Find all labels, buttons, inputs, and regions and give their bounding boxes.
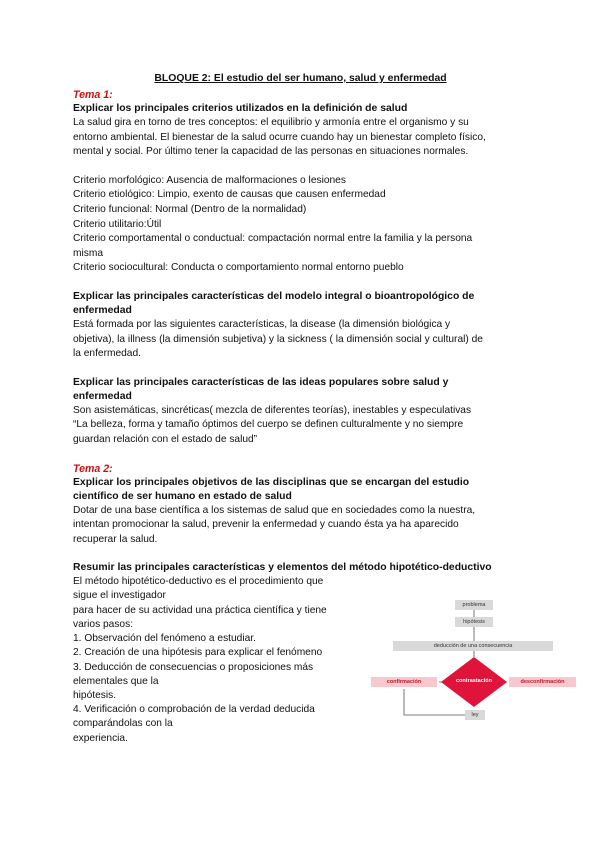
answer-line: experiencia. <box>73 732 128 744</box>
answer-line: elementales que la <box>73 675 159 687</box>
hypothetico-deductive-diagram <box>371 595 576 730</box>
answer-line: Dotar de una base científica a los sistemas de salud que en sociedades como la nuestra, <box>73 504 476 516</box>
answer-line: intentan promocionar la salud, prevenir la enfermedad y cuando ésta ya ha aparecido <box>73 519 459 531</box>
answer-line: 4. Verificación o comprobación de la verdad deducida <box>73 704 315 716</box>
answer-line: varios pasos: <box>73 618 134 630</box>
answer-line: para hacer de su actividad una práctica científica y tiene <box>73 604 327 616</box>
answer-line: hipótesis. <box>73 689 117 701</box>
confirmacion-box: confirmación <box>371 677 437 687</box>
answer-line: mental y social. Por último tener la capacidad de las personas en situaciones normales. <box>73 146 469 158</box>
criterion-item: Criterio funcional: Normal (Dentro de la normalidad) <box>73 203 307 215</box>
answer-line: Está formada por las siguientes características, la disease (la dimensión biológica y <box>73 318 451 330</box>
criterion-item: Criterio comportamental o conductual: compactación normal entre la familia y la persona <box>73 233 473 245</box>
tema1-q1-answer <box>73 116 528 160</box>
tema1-label: Tema 1: <box>73 89 113 101</box>
tema2-q1-question: científico de ser humano en estado de salud <box>73 490 292 502</box>
tema2-q1-question: Explicar los principales objetivos de las disciplinas que se encargan del estudio <box>73 476 470 488</box>
tema1-q2-question: Explicar las principales características del modelo integral o bioantropológico de <box>73 290 475 302</box>
answer-line: 1. Observación del fenómeno a estudiar. <box>73 633 256 645</box>
answer-line: recuperar la salud. <box>73 533 158 545</box>
tema1-q3-question: Explicar las principales características de las ideas populares sobre salud y <box>73 376 449 388</box>
answer-line: comparándolas con la <box>73 718 173 730</box>
method-section <box>73 575 565 745</box>
answer-line: El método hipotético-deductivo es el procedimiento que <box>73 576 324 588</box>
answer-line: objetiva), la illness (la dimensión subjetiva) y la sickness ( la dimensión social y cultural) de <box>73 333 483 345</box>
answer-line: Son asistemáticas, sincréticas( mezcla de diferentes teorías), inestables y especulativas <box>73 404 472 416</box>
criterion-item: misma <box>73 247 103 259</box>
ley-box: ley <box>465 710 485 720</box>
hipotesis-box: hipótesis <box>455 617 493 627</box>
criterion-item: Criterio etiológico: Limpio, exento de causas que causen enfermedad <box>73 189 386 201</box>
answer-line: 2. Creación de una hipótesis para explicar el fenómeno <box>73 647 323 659</box>
deduccion-box: deducción de una consecuencia <box>393 641 553 651</box>
criterion-item: Criterio sociocultural: Conducta o comportamiento normal entorno pueblo <box>73 262 404 274</box>
tema1-q2-question: enfermedad <box>73 304 132 316</box>
answer-line: la enfermedad. <box>73 348 141 360</box>
answer-line: sigue el investigador <box>73 590 166 602</box>
criterion-item: Criterio utilitario:Útil <box>73 218 162 230</box>
answer-line: 3. Deducción de consecuencias o proposiciones más <box>73 661 314 673</box>
problema-box: problema <box>455 600 493 610</box>
tema2-label: Tema 2: <box>73 462 113 475</box>
answer-line: entorno ambiental. El bienestar de la salud ocurre cuando hay un bienestar completo físico, <box>73 131 486 143</box>
page-title: BLOQUE 2: El estudio del ser humano, salud y enfermedad <box>154 73 447 84</box>
answer-line: guardan relación con el estado de salud” <box>73 433 258 445</box>
answer-line: La salud gira en torno de tres conceptos: el equilibrio y armonía entre el organismo y su <box>73 117 469 128</box>
tema1-q1-question: Explicar los principales criterios utilizados en la definición de salud <box>73 103 408 114</box>
criteria-list <box>73 174 528 276</box>
tema1-q3-question: enfermedad <box>73 390 132 402</box>
document-page <box>73 72 565 746</box>
answer-line: “La belleza, forma y tamaño óptimos del cuerpo se definen culturalmente y no siempre <box>73 419 464 431</box>
contrastacion-label: contrastación <box>455 678 493 685</box>
tema2-q2-question: Resumir las principales características y elementos del método hipotético-deductivo <box>73 562 492 574</box>
desconfirmacion-box: desconfirmación <box>509 677 576 687</box>
criterion-item: Criterio morfológico: Ausencia de malformaciones o lesiones <box>73 174 346 186</box>
